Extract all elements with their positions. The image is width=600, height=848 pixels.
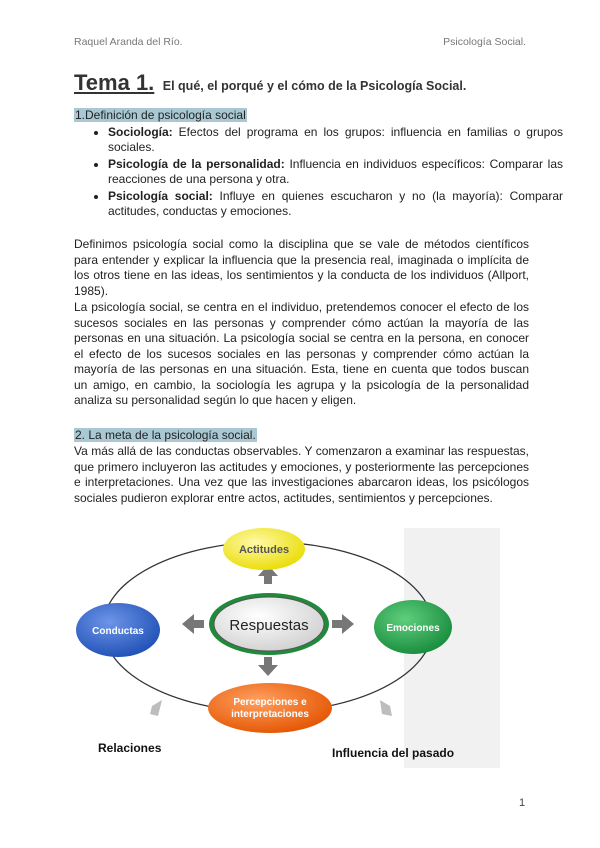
relaciones-label: Relaciones <box>98 741 162 755</box>
section-2-heading: 2. La meta de la psicología social. <box>75 428 256 442</box>
topic-subtitle: El qué, el porqué y el cómo de la Psicología Social. <box>162 79 467 93</box>
actitudes-label: Actitudes <box>238 544 290 556</box>
bullet-text: Influencia en individuos específicos: Comparar las reacciones de una persona y otra. <box>108 157 563 186</box>
subject-name: Psicología Social. <box>443 36 526 48</box>
bullet-term: Sociología: <box>108 125 173 139</box>
bullet-term: Psicología social: <box>108 189 213 203</box>
list-item <box>108 189 563 219</box>
author-name: Raquel Aranda del Río. <box>74 36 183 48</box>
conductas-label: Conductas <box>92 626 144 637</box>
bullet-term: Psicología de la personalidad: <box>108 157 285 171</box>
list-item <box>108 125 563 155</box>
topic-number: Tema 1. <box>74 70 155 95</box>
definition-list <box>74 125 563 221</box>
definition-paragraph: Definimos psicología social como la disciplina que se vale de métodos científicos para entender y explicar la influencia que la presencia real, imaginada o implícita de los otros tiene en las ideas, los sentimientos y la conducta de los individuos (Allport, 1985). <box>74 237 529 298</box>
bullet-text: Influye en quienes escucharon y no (la mayoría): Comparar actitudes, conductas y emociones. <box>108 189 563 218</box>
respuestas-label: Respuestas <box>229 617 309 634</box>
section-1-heading: 1.Definición de psicología social <box>75 108 246 122</box>
percepciones-label-line2: interpretaciones <box>231 709 309 720</box>
bullet-text: Efectos del programa en los grupos: influencia en familias o grupos sociales. <box>108 125 563 154</box>
page-header <box>74 36 526 48</box>
emociones-label: Emociones <box>386 623 440 634</box>
goal-paragraph: Va más allá de las conductas observables. Y comenzaron a examinar las respuestas, que primero incluyeron las actitudes y emociones, y posteriormente las percepciones e interpretaciones. Una vez que las investigaciones abarcaron ideas, los psicólogos sociales pudieron explorar entre actos, actitudes, sentimientos y percepciones. <box>74 444 529 505</box>
influencia-label: Influencia del pasado <box>332 746 455 760</box>
focus-paragraph: La psicología social, se centra en el individuo, pretendemos conocer el efecto de los sucesos sociales en las personas y comprender cómo actúan la mayoría de las personas en una situación. La psicología social se centra en la persona, en conocer el efecto de los sucesos sociales en las personas y comprender cómo actúan la mayoría de las personas en una situación. Esta, tiene en cuenta que todos buscan un amigo, en cambio, la sociología les agrupa y la psicología de la personalidad analiza su personalidad según lo que hacen y eligen. <box>74 300 529 407</box>
page-number: 1 <box>519 797 526 809</box>
responses-diagram <box>74 528 500 768</box>
percepciones-circle <box>208 683 332 733</box>
percepciones-label-line1: Percepciones e <box>233 697 307 708</box>
page-title <box>74 70 466 96</box>
list-item <box>108 157 563 187</box>
